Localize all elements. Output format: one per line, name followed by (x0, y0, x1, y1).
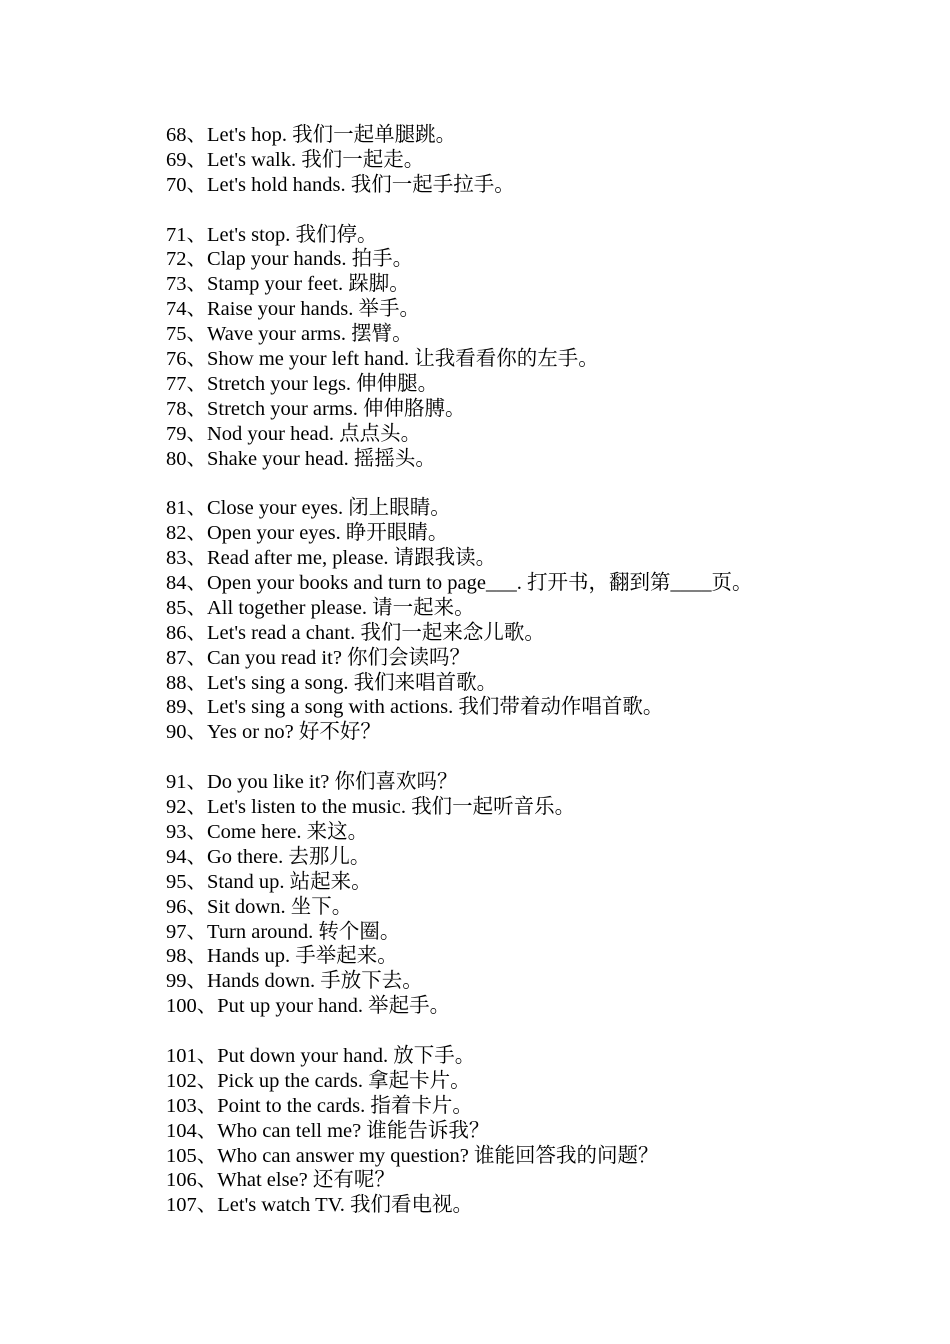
phrase-line: 101、Put down your hand. 放下手。 (166, 1044, 476, 1067)
phrase-line: 103、Point to the cards. 指着卡片。 (166, 1094, 473, 1117)
phrase-line: 86、Let's read a chant. 我们一起来念儿歌。 (166, 621, 545, 644)
phrase-line: 88、Let's sing a song. 我们来唱首歌。 (166, 671, 498, 694)
phrase-line: 74、Raise your hands. 举手。 (166, 298, 420, 321)
phrase-line: 85、All together please. 请一起来。 (166, 596, 475, 619)
phrase-line: 92、Let's listen to the music. 我们一起听音乐。 (166, 796, 576, 819)
phrase-line: 100、Put up your hand. 举起手。 (166, 995, 451, 1018)
phrase-line: 93、Come here. 来这。 (166, 820, 369, 843)
phrase-line: 94、Go there. 去那儿。 (166, 845, 371, 868)
phrase-line: 78、Stretch your arms. 伸伸胳膊。 (166, 397, 466, 420)
phrase-group (166, 1044, 752, 1218)
phrase-line: 89、Let's sing a song with actions. 我们带着动作唱首歌。 (166, 696, 664, 719)
phrase-line: 75、Wave your arms. 摆臂。 (166, 323, 413, 346)
phrase-group (166, 223, 752, 472)
phrase-line: 81、Close your eyes. 闭上眼睛。 (166, 497, 451, 520)
phrase-line: 98、Hands up. 手举起来。 (166, 945, 398, 968)
phrase-line: 76、Show me your left hand. 让我看看你的左手。 (166, 348, 599, 371)
phrase-group (166, 496, 752, 745)
phrase-line: 105、Who can answer my question? 谁能回答我的问题？ (166, 1144, 659, 1167)
phrase-group (166, 123, 752, 198)
phrase-line: 71、Let's stop. 我们停。 (166, 223, 378, 246)
phrase-line: 84、Open your books and turn to page___. 打开书，翻到第____页。 (166, 572, 753, 595)
phrase-line: 68、Let's hop. 我们一起单腿跳。 (166, 124, 457, 146)
phrase-line: 90、Yes or no? 好不好？ (166, 721, 381, 744)
phrase-line: 99、Hands down. 手放下去。 (166, 970, 423, 993)
phrase-line: 72、Clap your hands. 拍手。 (166, 248, 414, 271)
phrase-line: 77、Stretch your legs. 伸伸腿。 (166, 372, 439, 395)
phrase-line: 107、Let's watch TV. 我们看电视。 (166, 1194, 473, 1217)
phrase-line: 83、Read after me, please. 请跟我读。 (166, 547, 497, 570)
phrase-line: 91、Do you like it? 你们喜欢吗？ (166, 771, 458, 794)
phrase-list (166, 123, 752, 1243)
phrase-line: 96、Sit down. 坐下。 (166, 895, 353, 918)
phrase-line: 87、Can you read it? 你们会读吗？ (166, 646, 471, 669)
phrase-line: 69、Let's walk. 我们一起走。 (166, 148, 425, 171)
phrase-line: 70、Let's hold hands. 我们一起手拉手。 (166, 173, 515, 196)
phrase-line: 95、Stand up. 站起来。 (166, 870, 372, 893)
phrase-line: 97、Turn around. 转个圈。 (166, 920, 401, 943)
phrase-line: 80、Shake your head. 摇摇头。 (166, 447, 436, 470)
phrase-group (166, 770, 752, 1019)
phrase-line: 79、Nod your head. 点点头。 (166, 422, 422, 445)
phrase-line: 106、What else? 还有呢？ (166, 1169, 395, 1192)
phrase-line: 73、Stamp your feet. 跺脚。 (166, 273, 410, 296)
phrase-line: 102、Pick up the cards. 拿起卡片。 (166, 1069, 471, 1092)
phrase-line: 104、Who can tell me? 谁能告诉我？ (166, 1119, 490, 1142)
phrase-line: 82、Open your eyes. 睁开眼睛。 (166, 522, 449, 545)
